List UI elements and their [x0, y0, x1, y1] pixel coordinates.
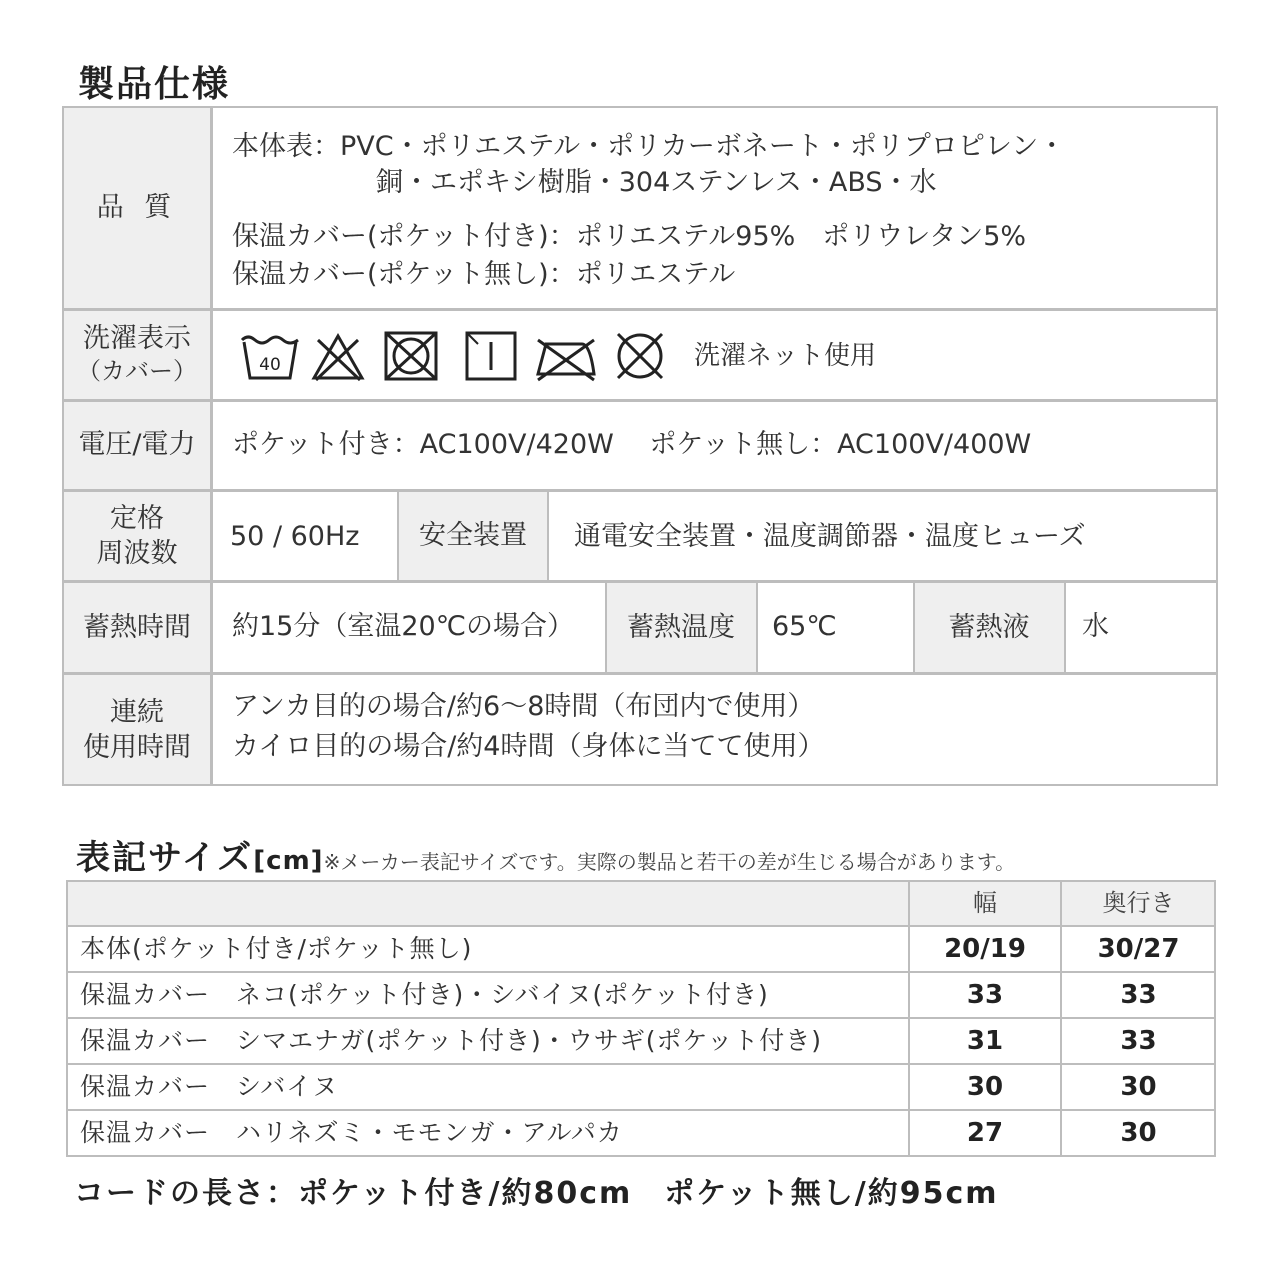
- heat-temp-value: 65℃: [772, 611, 837, 642]
- power-label: 電圧/電力: [78, 429, 196, 461]
- continuous-label: 連続 使用時間: [83, 696, 191, 763]
- heat-time-label: 蓄熱時間: [83, 612, 191, 644]
- washing-note: 洗濯ネット使用: [694, 341, 877, 371]
- table-row: 本体(ポケット付き/ポケット無し) 20/19 30/27: [80, 934, 1180, 964]
- heat-time-value: 約15分（室温20℃の場合）: [232, 611, 575, 642]
- table-row: 保温カバー シマエナガ(ポケット付き)・ウサギ(ポケット付き) 31 33: [80, 1026, 1157, 1056]
- table-row: 保温カバー ハリネズミ・モモンガ・アルパカ 27 30: [80, 1118, 1157, 1148]
- heat-temp-label: 蓄熱温度: [627, 612, 735, 644]
- size-title: 表記サイズ: [76, 838, 254, 878]
- power-value: ポケット付き：AC100V/420W ポケット無し：AC100V/400W: [232, 429, 1032, 460]
- table-row: 保温カバー シバイヌ 30 30: [80, 1072, 1157, 1102]
- hang-dry-icon: [464, 330, 518, 386]
- size-heading: [76, 830, 1015, 879]
- no-tumble-dry-icon: [382, 330, 440, 386]
- washing-label: 洗濯表示 （カバー）: [77, 323, 197, 386]
- heat-liquid-label: 蓄熱液: [948, 612, 1030, 644]
- no-dry-clean-icon: [610, 330, 670, 386]
- size-table-header: [66, 880, 1216, 926]
- header-depth: 奥行き: [1102, 889, 1175, 917]
- no-iron-icon: [534, 330, 598, 386]
- header-width: 幅: [973, 889, 997, 917]
- no-bleach-icon: [310, 332, 366, 386]
- quality-label: 品 質: [96, 191, 178, 223]
- table-row: 保温カバー ネコ(ポケット付き)・シバイヌ(ポケット付き) 33 33: [80, 980, 1157, 1010]
- continuous-line2: カイロ目的の場合/約4時間（身体に当てて使用）: [232, 731, 825, 762]
- svg-text:40: 40: [259, 355, 281, 375]
- frequency-label: 定格 周波数: [96, 502, 178, 569]
- quality-cover2: 保温カバー(ポケット無し)：ポリエステル: [232, 259, 736, 290]
- heat-liquid-value: 水: [1082, 611, 1109, 642]
- quality-body-line2: 銅・エポキシ樹脂・304ステンレス・ABS・水: [376, 167, 937, 198]
- spec-table: [62, 106, 1218, 786]
- cord-length: コードの長さ：ポケット付き/約80cm ポケット無し/約95cm: [74, 1176, 999, 1211]
- quality-cover1: 保温カバー(ポケット付き)：ポリエステル95% ポリウレタン5%: [232, 221, 1027, 252]
- spec-title: 製品仕様: [78, 64, 231, 105]
- size-note: ※メーカー表記サイズです。実際の製品と若干の差が生じる場合があります。: [323, 850, 1016, 874]
- frequency-value: 50 / 60Hz: [230, 521, 360, 552]
- wash-tub-40-icon: [240, 332, 300, 386]
- size-unit: [cm]: [253, 846, 324, 876]
- continuous-line1: アンカ目的の場合/約6～8時間（布団内で使用）: [232, 691, 815, 722]
- safety-value: 通電安全装置・温度調節器・温度ヒューズ: [574, 521, 1086, 552]
- safety-label: 安全装置: [419, 520, 527, 552]
- quality-body-line1: 本体表：PVC・ポリエステル・ポリカーボネート・ポリプロピレン・: [232, 131, 1066, 162]
